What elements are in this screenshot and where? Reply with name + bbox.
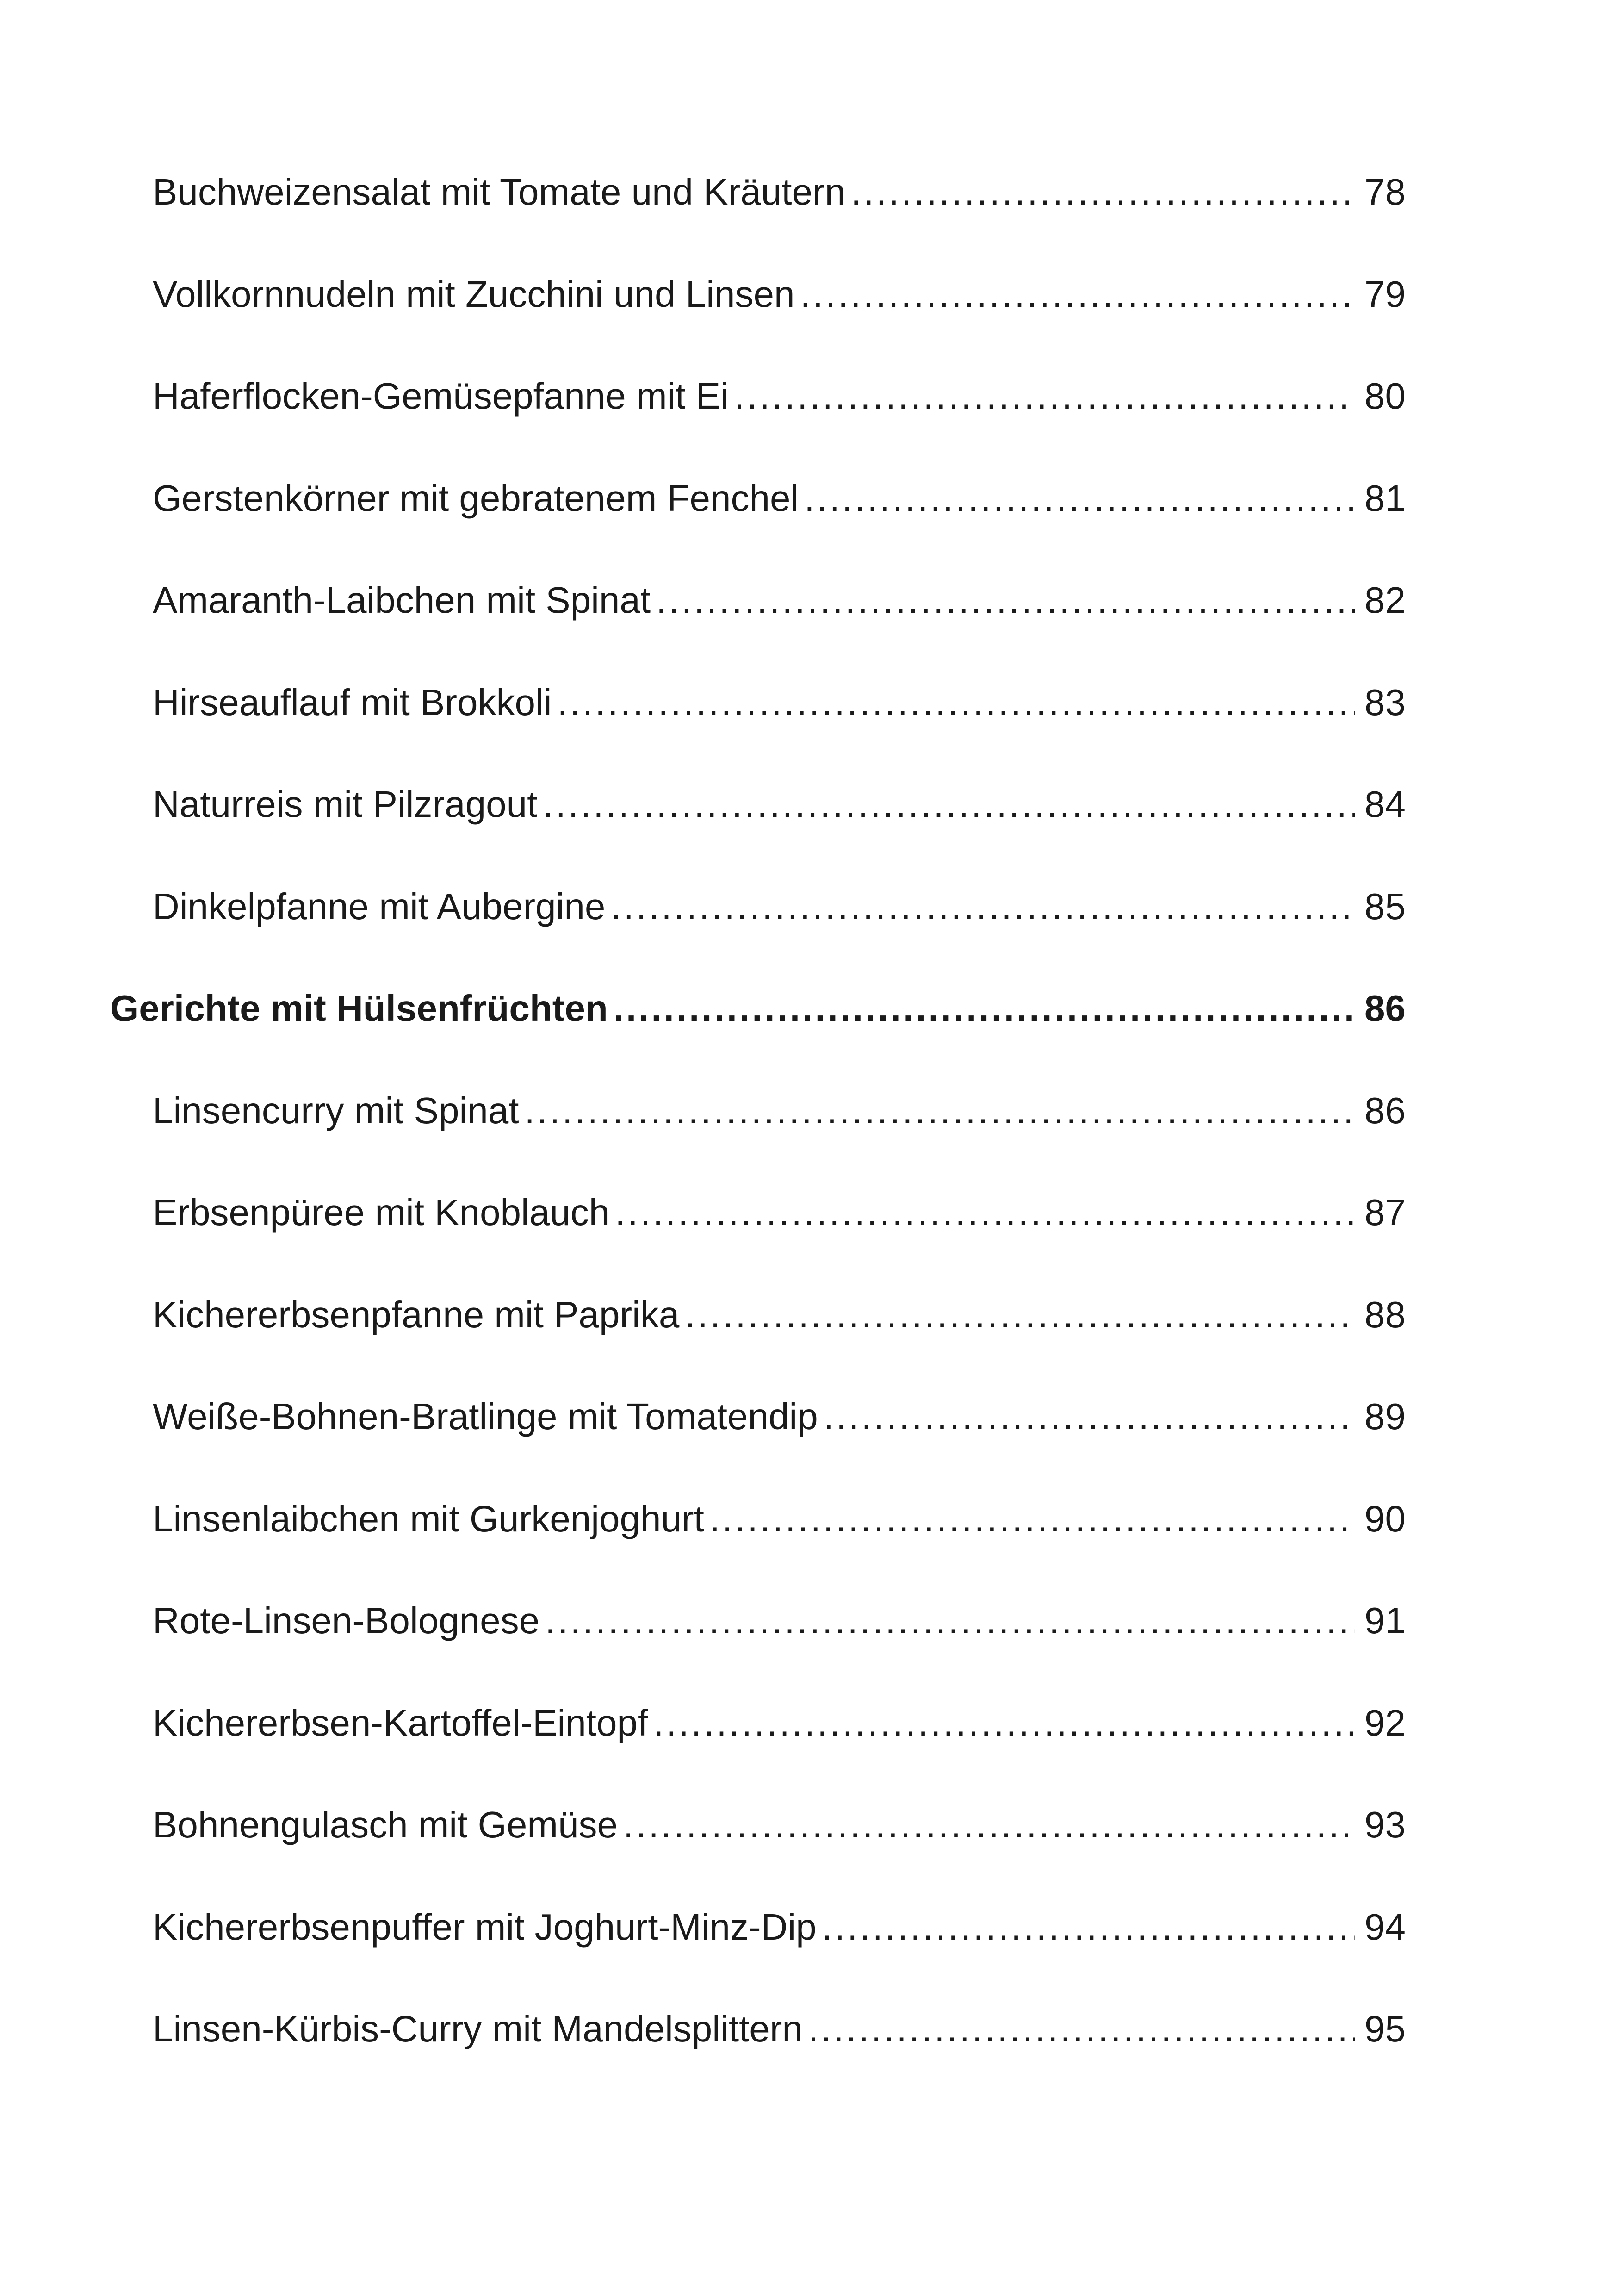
dot-leader (851, 167, 1355, 218)
dot-leader (611, 881, 1355, 932)
dot-leader (623, 1799, 1355, 1850)
toc-entry[interactable] (153, 1085, 1406, 1136)
toc-entry-title: Kichererbsenpuffer mit Joghurt-Minz-Dip (153, 1906, 817, 1948)
toc-entry[interactable] (153, 1289, 1406, 1340)
toc-entry[interactable] (153, 1595, 1406, 1646)
toc-entry-page: 86 (1364, 1090, 1406, 1131)
toc-entry-page: 79 (1364, 274, 1406, 315)
toc-entry[interactable] (153, 167, 1406, 218)
toc-entry-title: Amaranth-Laibchen mit Spinat (153, 579, 651, 621)
dot-leader (824, 1391, 1355, 1442)
dot-leader (615, 1187, 1355, 1238)
toc-entry-title: Gerstenkörner mit gebratenem Fenchel (153, 478, 799, 519)
toc-entry-title: Haferflocken-Gemüsepfanne mit Ei (153, 375, 729, 417)
toc-entry-title: Dinkelpfanne mit Aubergine (153, 886, 606, 927)
toc-entry-page: 80 (1364, 375, 1406, 417)
toc-entry-page: 95 (1364, 2008, 1406, 2049)
toc-entry-page: 89 (1364, 1396, 1406, 1437)
toc-entry-page: 84 (1364, 784, 1406, 825)
dot-leader (653, 1698, 1355, 1748)
dot-leader (734, 371, 1355, 422)
toc-entry[interactable] (153, 677, 1406, 728)
dot-leader (524, 1085, 1355, 1136)
toc-entry-page: 78 (1364, 171, 1406, 212)
toc-entry-title: Vollkornnudeln mit Zucchini und Linsen (153, 274, 795, 315)
toc-entry[interactable] (153, 1391, 1406, 1442)
toc-section-page: 86 (1364, 988, 1406, 1029)
toc-entry-page: 93 (1364, 1804, 1406, 1845)
toc-entry-title: Rote-Linsen-Bolognese (153, 1600, 540, 1641)
toc-section-title: Gerichte mit Hülsenfrüchten (110, 988, 608, 1029)
toc-entry[interactable] (153, 1902, 1406, 1953)
toc-entry-page: 91 (1364, 1600, 1406, 1641)
toc-entry-title: Naturreis mit Pilzragout (153, 784, 538, 825)
dot-leader (656, 575, 1355, 626)
toc-entry-page: 88 (1364, 1294, 1406, 1335)
toc-entry[interactable] (153, 1799, 1406, 1850)
toc-entry[interactable] (153, 371, 1406, 422)
toc-section-heading[interactable] (110, 983, 1406, 1034)
toc-entry-page: 85 (1364, 886, 1406, 927)
toc-entry-title: Weiße-Bohnen-Bratlinge mit Tomatendip (153, 1396, 818, 1437)
toc-entry-page: 94 (1364, 1906, 1406, 1948)
dot-leader (543, 779, 1355, 830)
toc-entry[interactable] (153, 779, 1406, 830)
toc-entry[interactable] (153, 881, 1406, 932)
toc-entry[interactable] (153, 1187, 1406, 1238)
toc-entry[interactable] (153, 1698, 1406, 1748)
dot-leader (800, 269, 1355, 320)
toc-entry-title: Erbsenpüree mit Knoblauch (153, 1192, 610, 1233)
toc-entry-title: Buchweizensalat mit Tomate und Kräutern (153, 171, 846, 212)
toc-entry-title: Linsenlaibchen mit Gurkenjoghurt (153, 1498, 704, 1539)
toc-entry-title: Kichererbsen-Kartoffel-Eintopf (153, 1702, 648, 1743)
toc-entry-title: Kichererbsenpfanne mit Paprika (153, 1294, 680, 1335)
toc-entry-title: Hirseauflauf mit Brokkoli (153, 682, 552, 723)
dot-leader (614, 983, 1355, 1034)
dot-leader (808, 2004, 1355, 2054)
toc-entry-page: 81 (1364, 478, 1406, 519)
dot-leader (558, 677, 1355, 728)
toc-entry-page: 82 (1364, 579, 1406, 621)
dot-leader (804, 473, 1355, 524)
toc-entry-title: Linsen-Kürbis-Curry mit Mandelsplittern (153, 2008, 803, 2049)
toc-entry[interactable] (153, 575, 1406, 626)
toc-entry-page: 92 (1364, 1702, 1406, 1743)
toc-entry-page: 90 (1364, 1498, 1406, 1539)
dot-leader (710, 1493, 1355, 1544)
toc-entry[interactable] (153, 473, 1406, 524)
toc-entry[interactable] (153, 1493, 1406, 1544)
toc-entry-title: Bohnengulasch mit Gemüse (153, 1804, 618, 1845)
toc-entry-page: 83 (1364, 682, 1406, 723)
toc-entry-title: Linsencurry mit Spinat (153, 1090, 519, 1131)
dot-leader (822, 1902, 1355, 1953)
toc-entry-page: 87 (1364, 1192, 1406, 1233)
dot-leader (545, 1595, 1355, 1646)
toc-entry[interactable] (153, 269, 1406, 320)
toc-entry[interactable] (153, 2004, 1406, 2054)
dot-leader (685, 1289, 1355, 1340)
